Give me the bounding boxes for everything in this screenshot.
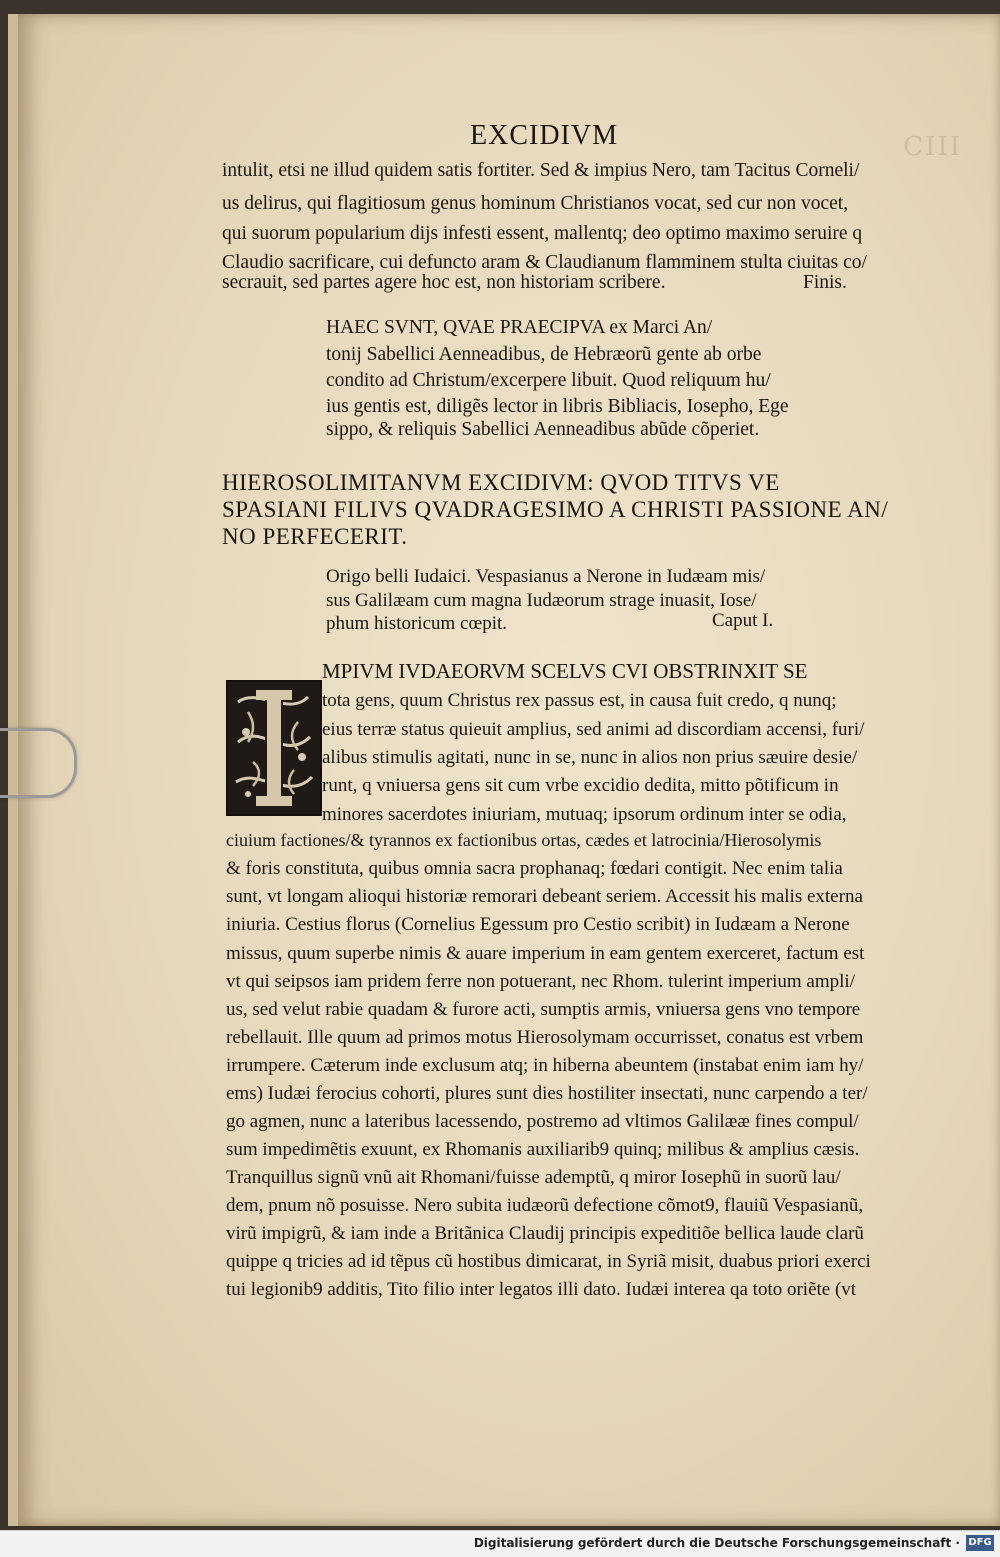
main-text-line: us, sed velut rabie quadam & furore acti, sumptis armis, vniuersa gens vno tempore <box>226 999 861 1020</box>
footer-credit: Digitalisierung gefördert durch die Deutsche Forschungsgemeinschaft · <box>473 1536 960 1550</box>
main-text-line: tui legionib9 additis, Tito filio inter legatos illi dato. Iudæi interea qa toto oriẽte (vt <box>226 1279 857 1300</box>
main-text-line: ciuium factiones/& tyrannos ex factionibus ortas, cædes et latrocinia/Hierosolymis <box>226 830 822 850</box>
paper-clip <box>0 728 77 798</box>
chapter-summary-line: Origo belli Iudaici. Vespasianus a Nerone in Iudæam mis/ <box>326 566 766 587</box>
footer-bar <box>0 1530 1000 1557</box>
main-text-line: vt qui seipsos iam pridem ferre non potuerant, nec Rhom. tulerint imperium ampli/ <box>226 971 855 992</box>
top-paragraph-line: Claudio sacrificare, cui defuncto aram & Claudianum flamminem stulta ciuitas co/ <box>222 252 867 273</box>
intro-line: sippo, & reliquis Sabellici Aenneadibus abũde cõperiet. <box>326 419 760 440</box>
intro-line: ius gentis est, diligẽs lector in libris Bibliacis, Iosepho, Ege <box>326 396 789 417</box>
main-text-line: eius terræ status quieuit amplius, sed animi ad discordiam accensi, furi/ <box>322 719 865 740</box>
main-text-line: runt, q vniuersa gens sit cum vrbe excidio dedita, mitto põtificum in <box>322 775 839 796</box>
main-text-line: MPIVM IVDAEORVM SCELVS CVI OBSTRINXIT SE <box>322 659 808 683</box>
main-text-line: go agmen, nunc a lateribus lacessendo, postremo ad vltimos Galilææ fines compul/ <box>226 1111 859 1132</box>
chapter-label: Caput I. <box>712 610 774 631</box>
intro-line: HAEC SVNT, QVAE PRAECIPVA ex Marci An/ <box>326 317 713 338</box>
main-text-line: tota gens, quum Christus rex passus est, in causa fuit credo, q nunq; <box>322 690 837 711</box>
main-text-line: irrumpere. Cæterum inde exclusum atq; in hiberna abeuntem (instabat enim iam hy/ <box>226 1055 864 1076</box>
show-through-text: CIII <box>903 132 962 162</box>
top-paragraph-line: us delirus, qui flagitiosum genus hominum Christianos vocat, sed cur non vocet, <box>222 193 849 214</box>
main-text-line: sum impedimẽtis exuunt, ex Rhomanis auxiliarib9 quinq; milibus & amplius cæsis. <box>226 1139 860 1160</box>
top-paragraph-line: qui suorum popularium dijs infesti essent, mallentq; deo optimo maximo seruire q <box>222 223 863 244</box>
woodcut-initial-i <box>226 680 322 816</box>
main-text-line: sunt, vt longam alioqui historiæ remorari debeant seriem. Accessit his malis externa <box>226 886 863 907</box>
running-head: EXCIDIVM <box>470 120 618 151</box>
dfg-logo: DFG <box>966 1535 994 1551</box>
section-heading-line: NO PERFECERIT. <box>222 524 408 549</box>
main-text-line: virũ impigrũ, & iam inde a Britãnica Claudij principis expeditiõe bellica laude clarũ <box>226 1223 864 1244</box>
top-paragraph-line: intulit, etsi ne illud quidem satis fortiter. Sed & impius Nero, tam Tacitus Corneli/ <box>222 160 860 181</box>
main-text-line: & foris constituta, quibus omnia sacra prophanaq; fœdari contigit. Nec enim talia <box>226 858 843 879</box>
main-text-line: minores sacerdotes iniuriam, mutuaq; ipsorum ordinum inter se odia, <box>322 804 847 825</box>
main-text-line: rebellauit. Ille quum ad primos motus Hierosolymam occurrisset, conatus est vrbem <box>226 1027 864 1048</box>
finis-label: Finis. <box>803 272 847 293</box>
main-text-line: missus, quum superbe nimis & auare imperium in eam gentem exerceret, factum est <box>226 943 865 964</box>
intro-line: tonij Sabellici Aenneadibus, de Hebræorũ gente ab orbe <box>326 344 762 365</box>
top-paragraph-line: secrauit, sed partes agere hoc est, non historiam scribere. <box>222 272 666 293</box>
main-text-line: alibus stimulis agitati, nunc in se, nunc in alios non prius sæuire desie/ <box>322 747 858 768</box>
chapter-summary-line: sus Galilæam cum magna Iudæorum strage inuasit, Iose/ <box>326 590 757 611</box>
section-heading-line: SPASIANI FILIVS QVADRAGESIMO A CHRISTI PASSIONE AN/ <box>222 497 889 522</box>
intro-line: condito ad Christum/excerpere libuit. Quod reliquum hu/ <box>326 370 771 391</box>
main-text-line: ems) Iudæi ferocius cohorti, plures sunt dies hostiliter insectati, nunc carpendo a ter/ <box>226 1083 868 1104</box>
chapter-summary-line: phum historicum cœpit. <box>326 613 508 634</box>
main-text-line: dem, pnum nõ posuisse. Nero subita iudæorũ defectione cõmot9, flauiũ Vespasianũ, <box>226 1195 864 1216</box>
main-text-line: iniuria. Cestius florus (Cornelius Egessum pro Cestio scribit) in Iudæam a Nerone <box>226 914 850 935</box>
main-text-line: quippe q tricies ad id tẽpus cũ hostibus dimicarat, in Syriã misit, duabus priori exerci <box>226 1251 871 1272</box>
main-text-line: Tranquillus signũ vnũ ait Rhomani/fuisse ademptũ, q miror Iosephũ in suorũ lau/ <box>226 1167 841 1188</box>
section-heading-line: HIEROSOLIMITANVM EXCIDIVM: QVOD TITVS VE <box>222 470 780 495</box>
